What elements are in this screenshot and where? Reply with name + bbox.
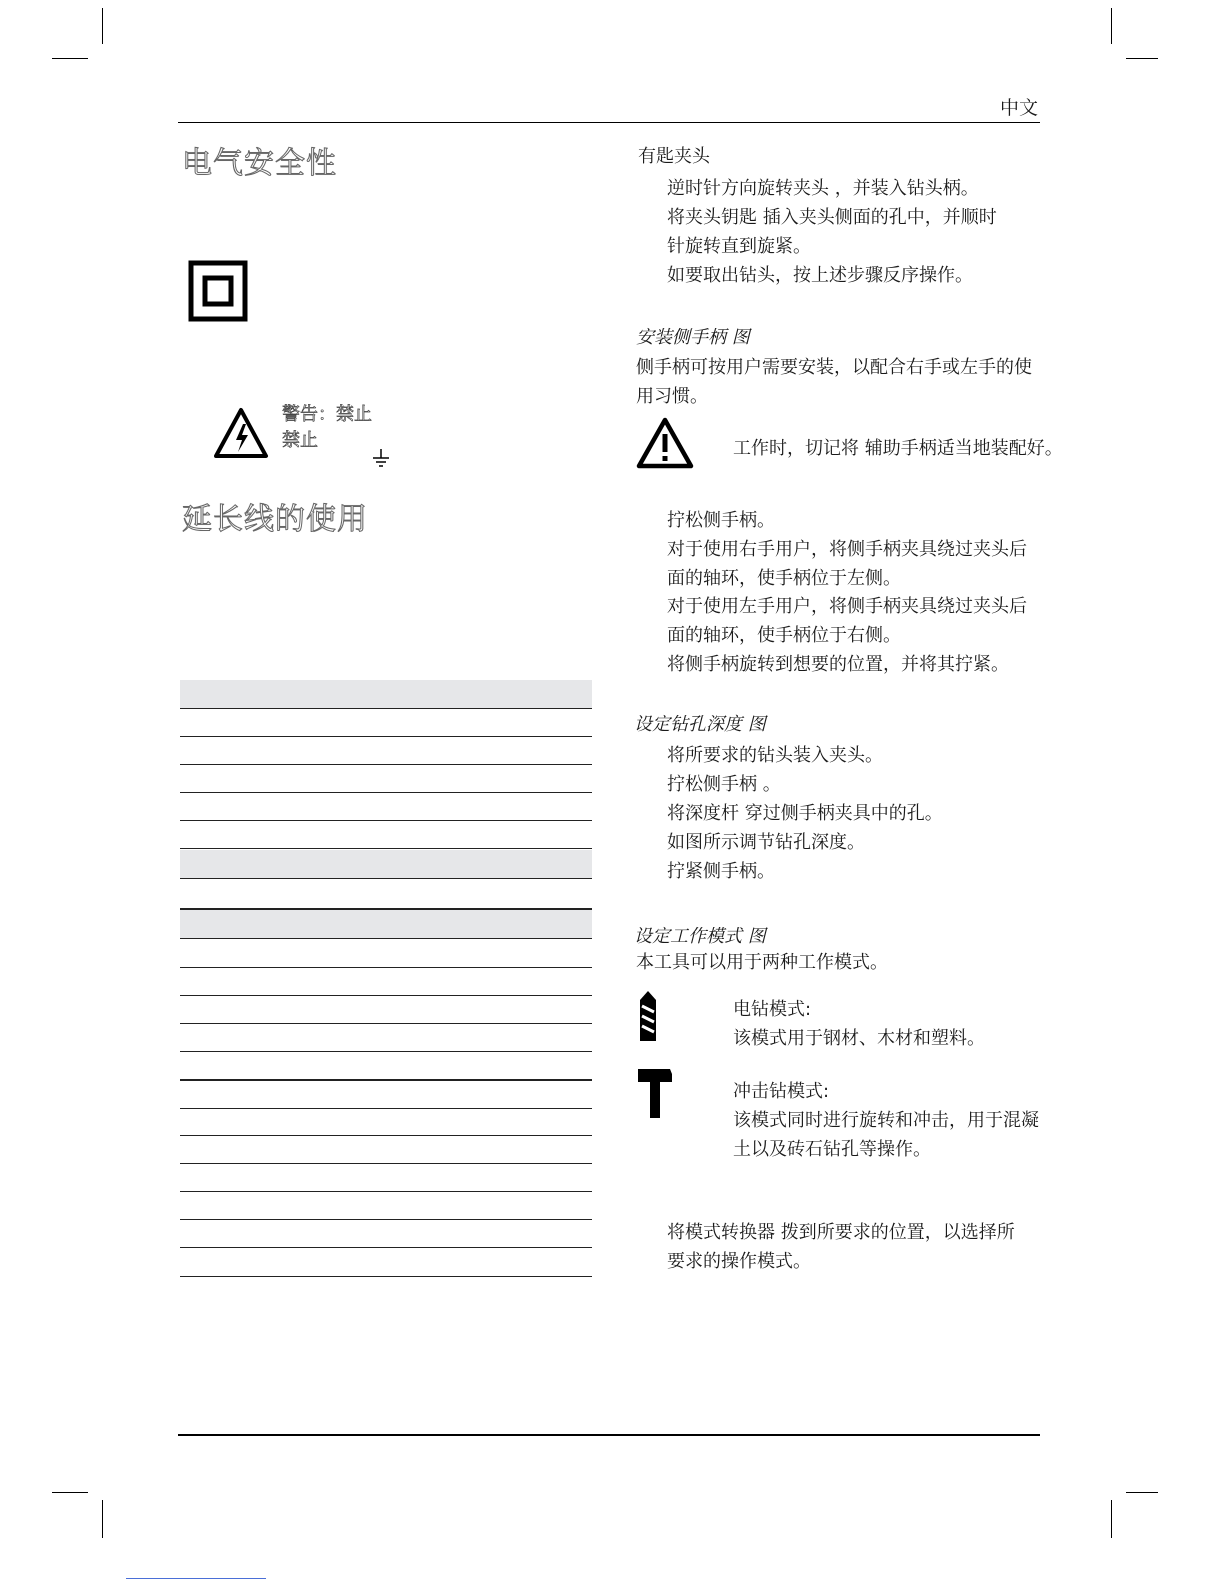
heading-electrical-safety: 电气安全性 [182, 146, 337, 181]
double-insulation-icon [188, 260, 248, 322]
drill-depth-step: 拧紧侧手柄。 [667, 861, 775, 882]
drill-depth-step: 将深度杆 穿过侧手柄夹具中的孔。 [667, 803, 943, 824]
side-handle-intro: 用习惯。 [636, 386, 708, 407]
hammer-icon [637, 1068, 673, 1120]
caution-icon [635, 416, 695, 470]
electric-warning-icon [212, 406, 270, 460]
ground-symbol-icon [372, 448, 390, 470]
mode-select-line: 要求的操作模式。 [667, 1251, 811, 1272]
table-row [180, 1051, 592, 1081]
crop-mark [1126, 1492, 1158, 1493]
side-handle-step: 面的轴环，使手柄位于右侧。 [667, 625, 901, 646]
footer-link-underline [126, 1578, 266, 1579]
table-row [180, 1247, 592, 1277]
table-row [180, 1079, 592, 1109]
crop-mark [52, 58, 88, 59]
table-row [180, 995, 592, 1024]
crop-mark [102, 8, 103, 44]
keyed-chuck-line: 逆时针方向旋转夹头 ，并装入钻头柄。 [667, 178, 979, 199]
keyed-chuck-line: 将夹头钥匙 插入夹头侧面的孔中，并顺时 [667, 207, 997, 228]
table-row [180, 850, 592, 879]
table-row [180, 939, 592, 968]
section-title-keyed-chuck: 有匙夹头 [638, 146, 710, 167]
table-row [180, 1219, 592, 1248]
drill-mode-desc: 该模式用于钢材、木材和塑料。 [733, 1028, 985, 1049]
table-row [180, 1191, 592, 1220]
table-row [180, 1163, 592, 1192]
keyed-chuck-line: 如要取出钻头，按上述步骤反序操作。 [667, 265, 973, 286]
section-title-mode: 设定工作模式 图 [634, 926, 766, 947]
side-handle-step: 对于使用右手用户，将侧手柄夹具绕过夹头后 [667, 539, 1027, 560]
table-row [180, 764, 592, 793]
crop-mark [52, 1492, 88, 1493]
hammer-mode-title: 冲击钻模式: [733, 1081, 830, 1102]
section-title-side-handle: 安装侧手柄 图 [636, 327, 750, 348]
table-row [180, 909, 592, 939]
side-handle-step: 拧松侧手柄。 [667, 510, 775, 531]
footer-rule [178, 1434, 1040, 1436]
warning-line-1: 警告：禁止 [282, 404, 372, 425]
table-row [180, 880, 592, 909]
mode-intro: 本工具可以用于两种工作模式。 [636, 952, 888, 973]
table-row [180, 708, 592, 737]
side-handle-intro: 侧手柄可按用户需要安装，以配合右手或左手的使 [636, 357, 1032, 378]
drill-depth-step: 如图所示调节钻孔深度。 [667, 832, 865, 853]
crop-mark [1111, 8, 1112, 44]
drill-mode-title: 电钻模式: [733, 999, 812, 1020]
table-row [180, 792, 592, 821]
table-row [180, 736, 592, 765]
language-label: 中文 [1000, 97, 1039, 119]
side-handle-warning: 工作时，切记将 辅助手柄适当地装配好。 [733, 438, 1063, 459]
drill-depth-step: 将所要求的钻头装入夹头。 [667, 745, 883, 766]
keyed-chuck-line: 针旋转直到旋紧。 [667, 236, 811, 257]
mode-select-line: 将模式转换器 拨到所要求的位置，以选择所 [667, 1222, 1015, 1243]
table-row [180, 967, 592, 996]
heading-extension-cable: 延长线的使用 [182, 502, 368, 537]
side-handle-step: 将侧手柄旋转到想要的位置，并将其拧紧。 [667, 654, 1009, 675]
hammer-mode-desc: 该模式同时进行旋转和冲击，用于混凝 [733, 1110, 1039, 1131]
table-row [180, 680, 592, 709]
side-handle-step: 面的轴环，使手柄位于左侧。 [667, 568, 901, 589]
table-row [180, 1135, 592, 1164]
drill-depth-step: 拧松侧手柄 。 [667, 774, 781, 795]
drill-bit-icon [636, 990, 660, 1042]
crop-mark [1126, 58, 1158, 59]
hammer-mode-desc: 土以及砖石钻孔等操作。 [733, 1139, 931, 1160]
crop-mark [102, 1500, 103, 1538]
table-row [180, 1107, 592, 1136]
table-row [180, 820, 592, 849]
section-title-drill-depth: 设定钻孔深度 图 [634, 714, 766, 735]
warning-line-2: 禁止 [282, 430, 318, 451]
table-row [180, 1023, 592, 1052]
side-handle-step: 对于使用左手用户，将侧手柄夹具绕过夹头后 [667, 596, 1027, 617]
crop-mark [1111, 1500, 1112, 1538]
header-rule [178, 122, 1040, 123]
